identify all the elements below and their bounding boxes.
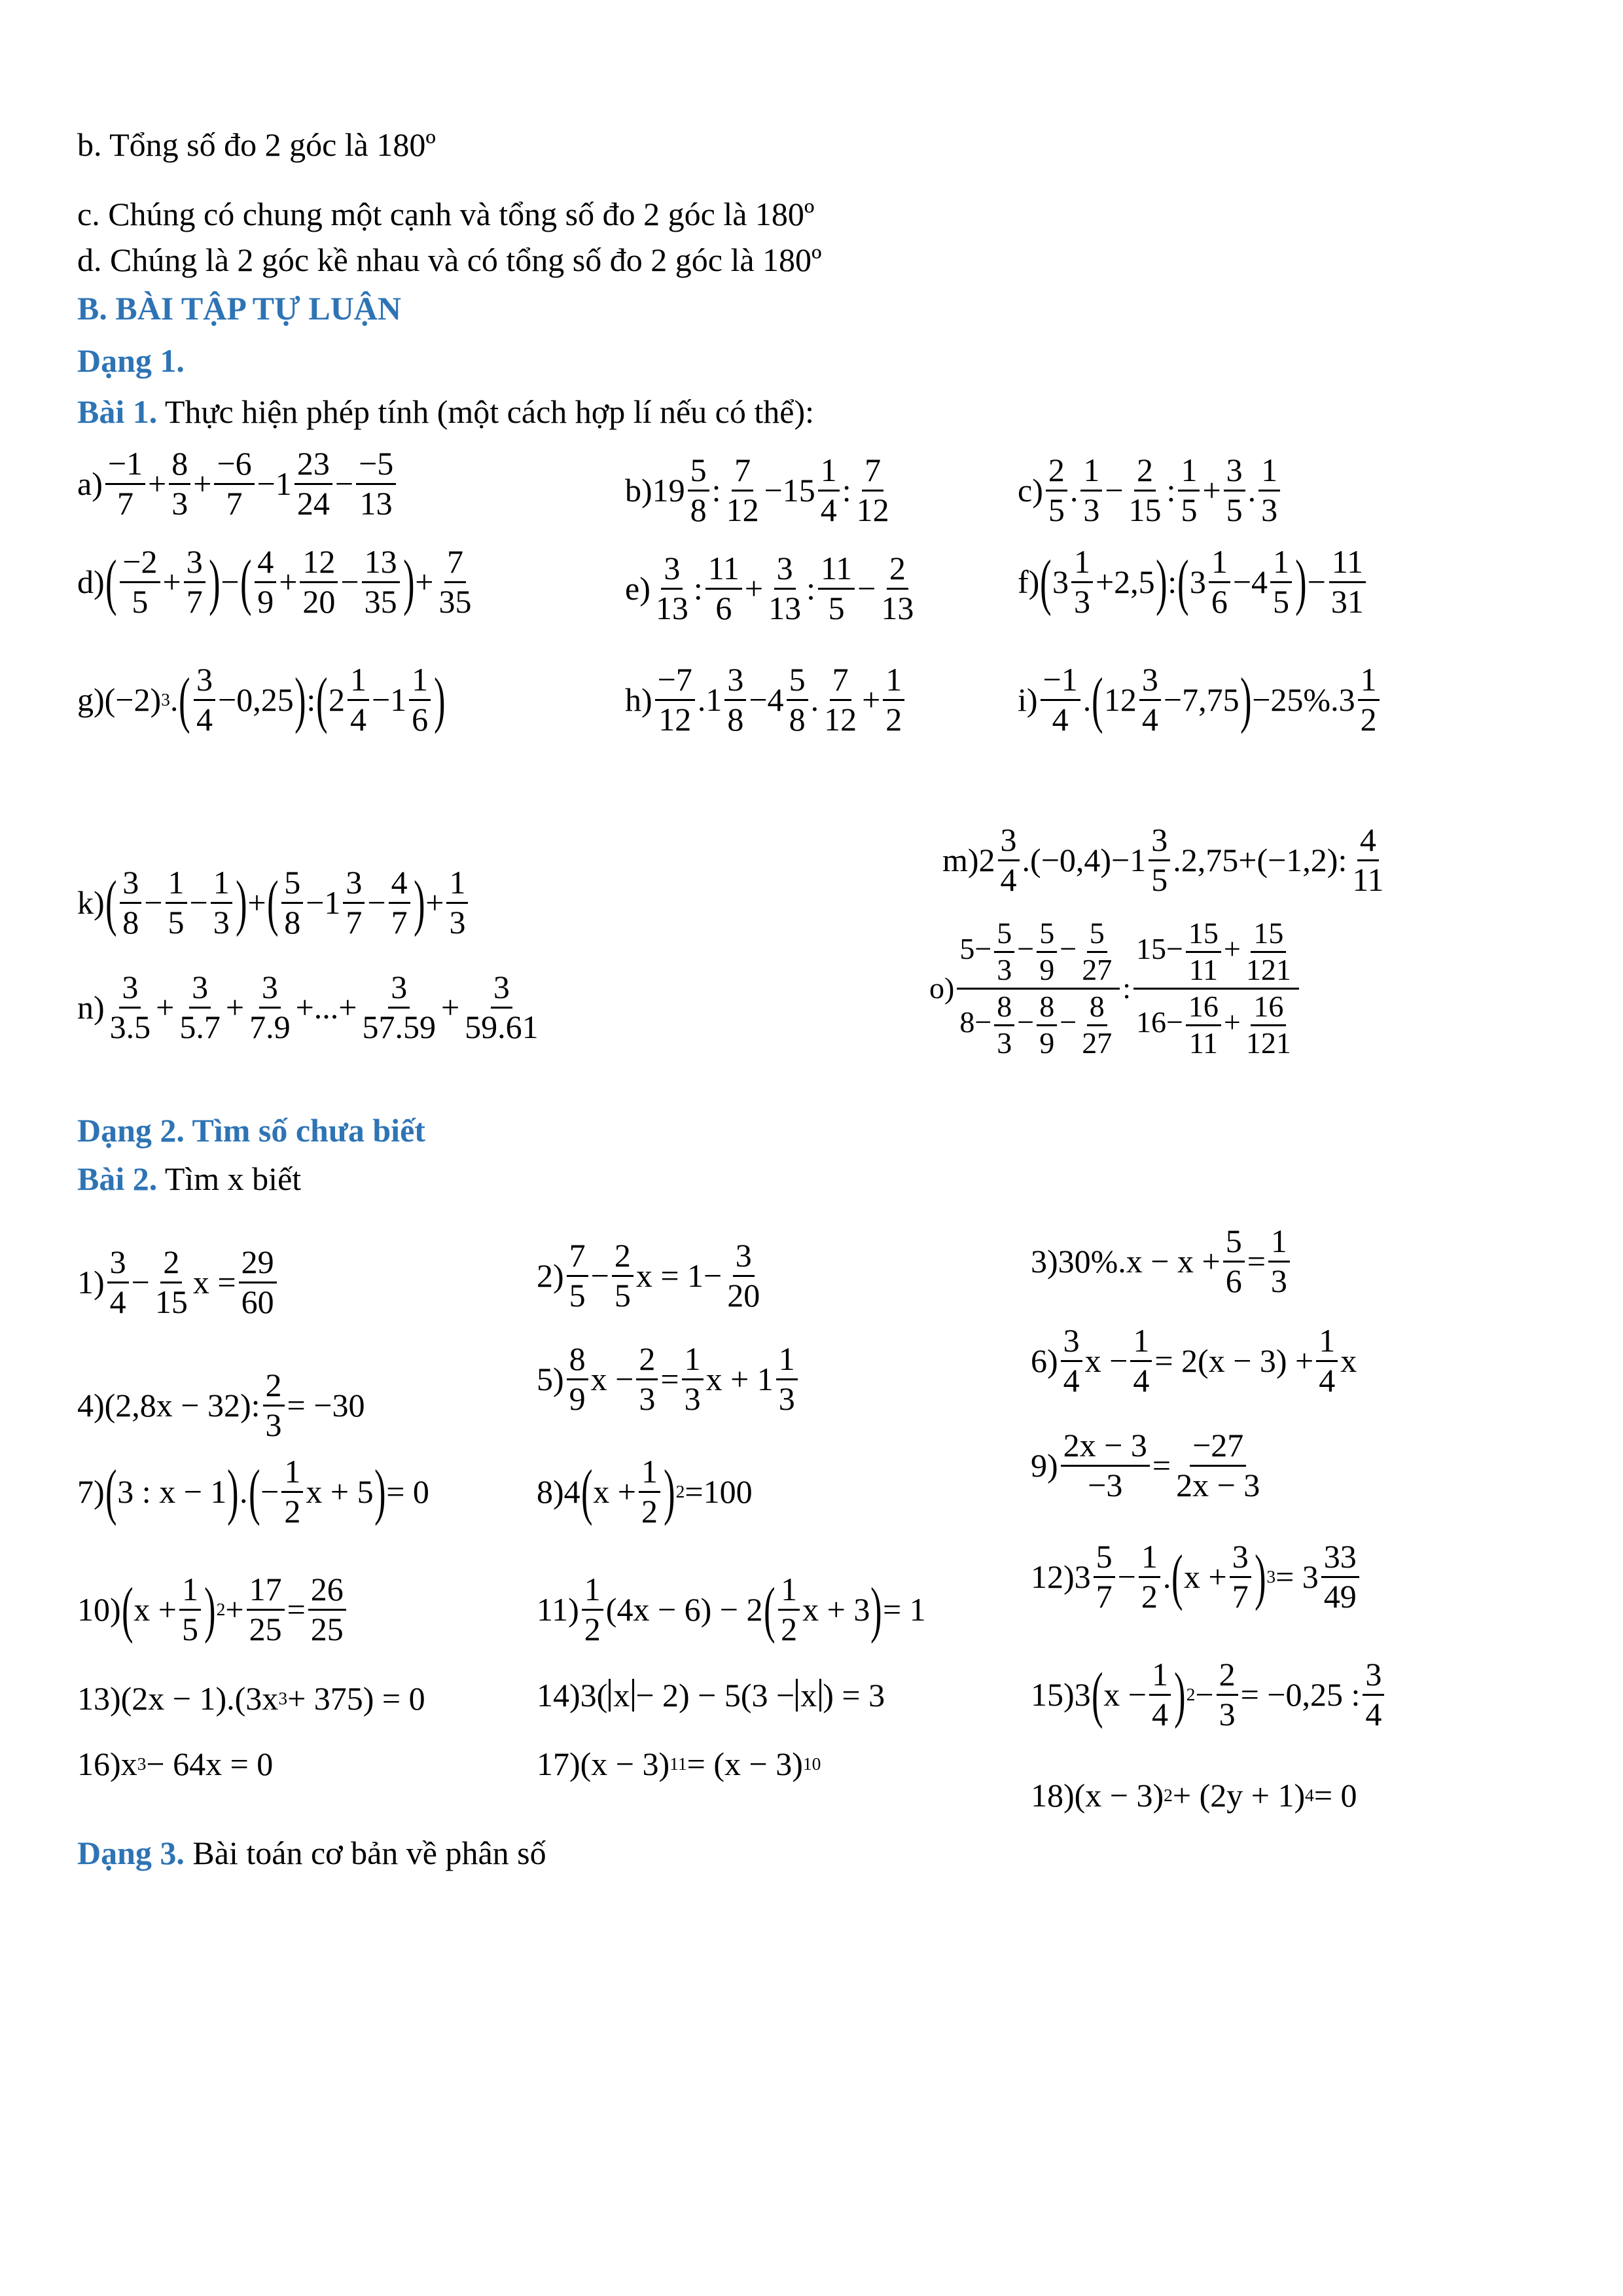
dang3-text: Bài toán cơ bản về phân số: [192, 1835, 546, 1871]
expr-1o: o) 5− $\frac{5}{3}$ − $\frac{5}{9}$ − $\frac{5}{27}$ 8− $\frac{8}{3}$ − $\frac{8}{9}$ − $\frac{8}{27}$ : 15− $\frac{15}{11}$ + $\frac{15}{121}$ 16− $\frac{16}{11}$ + $\frac{16}{121}$: [929, 916, 1302, 1061]
dang1-heading: Dạng 1.: [77, 342, 185, 379]
expr-1b: b)19 5 8 : 7 12 −15 1 4 : 7 12: [625, 452, 889, 528]
expr-2-10: 10) ( x + 1 5 ) 2 + 17 25 = 26 25: [77, 1571, 349, 1648]
bai2-text: Tìm x biết: [164, 1160, 302, 1197]
expr-2-16: 16)x 3 − 64x = 0: [77, 1746, 274, 1782]
expr-2-15: 15)3 ( x − 1 4 ) 2 − 2 3 = −0,25 : 3 4: [1031, 1656, 1387, 1733]
expr-1e: e) 3 13 : 11 6 + 3 13 : 11 5 − 2 13: [625, 550, 914, 626]
bai1-line: [77, 391, 814, 432]
bai1-label: Bài 1.: [77, 393, 158, 430]
dang3-label: Dạng 3.: [77, 1835, 185, 1871]
expr-2-6: 6) 3 4 x − 1 4 = 2(x − 3) + 1 4 x: [1031, 1322, 1357, 1399]
bai2-label: Bài 2.: [77, 1160, 158, 1197]
expr-2-14: 14)3( x − 2) − 5(3 − x ) = 3: [537, 1677, 885, 1713]
section-heading: B. BÀI TẬP TỰ LUẬN: [77, 290, 402, 327]
dang2-heading: Dạng 2. Tìm số chưa biết: [77, 1112, 425, 1149]
expr-1m: m)2 3 4 .(−0,4)−1 3 5 .2,75+(−1,2): 4 11: [942, 821, 1384, 898]
option-c: c. Chúng có chung một cạnh và tổng số đo 2 góc là 180º: [77, 196, 815, 232]
expr-2-2: 2) 7 5 − 2 5 x = 1− 3 20: [537, 1237, 760, 1314]
expr-2-3: 3)30%.x − x + 5 6 = 1 3: [1031, 1223, 1293, 1300]
expr-1h: h) −7 12 .1 3 8 −4 5 8 . 7 12 + 1 2: [625, 661, 907, 738]
expr-1n: n) 3 3.5 + 3 5.7 + 3 7.9 +...+ 3 57.59 + 3 59.61: [77, 969, 539, 1045]
bai1-text: Thực hiện phép tính (một cách hợp lí nếu có thể):: [164, 393, 814, 430]
expr-1k: k) ( 3 8 − 1 5 − 1 3 ) + ( 5 8 −1 3 7 − 4 7 ) + 1 3: [77, 864, 471, 941]
expr-2-11: 11) 1 2 (4x − 6) − 2 ( 1 2 x + 3 ) = 1: [537, 1571, 926, 1647]
option-b: b. Tổng số đo 2 góc là 180º: [77, 126, 436, 163]
expr-2-1: 1) 3 4 − 2 15 x = 29 60: [77, 1244, 279, 1321]
expr-1i: i) −1 4 . ( 12 3 4 −7,75 ) −25%.3 1 2: [1018, 661, 1382, 738]
expr-2-9: 9) 2x − 3 −3 = −27 2x − 3: [1031, 1427, 1260, 1503]
expr-2-17: 17)(x − 3) 11 = (x − 3) 10: [537, 1746, 821, 1782]
expr-2-18: 18)(x − 3) 2 + (2y + 1) 4 = 0: [1031, 1777, 1357, 1814]
expr-1a: a) −1 7 + 8 3 + −6 7 −1 23 24 − −5 13: [77, 445, 399, 522]
expr-2-7: 7) ( 3 : x − 1 ) . ( − 1 2 x + 5 ) = 0: [77, 1453, 429, 1530]
expr-2-12: 12)3 5 7 − 1 2 . ( x + 3 7 ) 3 = 3 33 49: [1031, 1538, 1362, 1615]
dang3-line: [77, 1833, 546, 1873]
option-d: d. Chúng là 2 góc kề nhau và có tổng số đo 2 góc là 180º: [77, 242, 822, 278]
expr-1d: d) ( −2 5 + 3 7 ) − ( 4 9 + 12 20 − 13 35 ) + 7 35: [77, 543, 472, 620]
expr-1g: g)(−2) 3 . ( 3 4 −0,25 ) : ( 2 1 4 −1 1 6 ): [77, 661, 446, 738]
expr-2-8: 8)4 ( x + 1 2 ) 2 =100: [537, 1453, 753, 1530]
expr-1c: c) 2 5 . 1 3 − 2 15 : 1 5 + 3 5 . 1 3: [1018, 452, 1283, 529]
bai2-line: [77, 1158, 301, 1199]
expr-2-4: 4)(2,8x − 32): 2 3 = −30: [77, 1367, 365, 1443]
expr-2-5: 5) 8 9 x − 2 3 = 1 3 x + 1 1 3: [537, 1340, 800, 1418]
expr-2-13: 13)(2x − 1).(3x 3 + 375) = 0: [77, 1680, 425, 1717]
expr-1f: f) ( 3 1 3 +2,5 ) : ( 3 1 6 −4 1 5 ) − 11 31: [1018, 543, 1369, 620]
